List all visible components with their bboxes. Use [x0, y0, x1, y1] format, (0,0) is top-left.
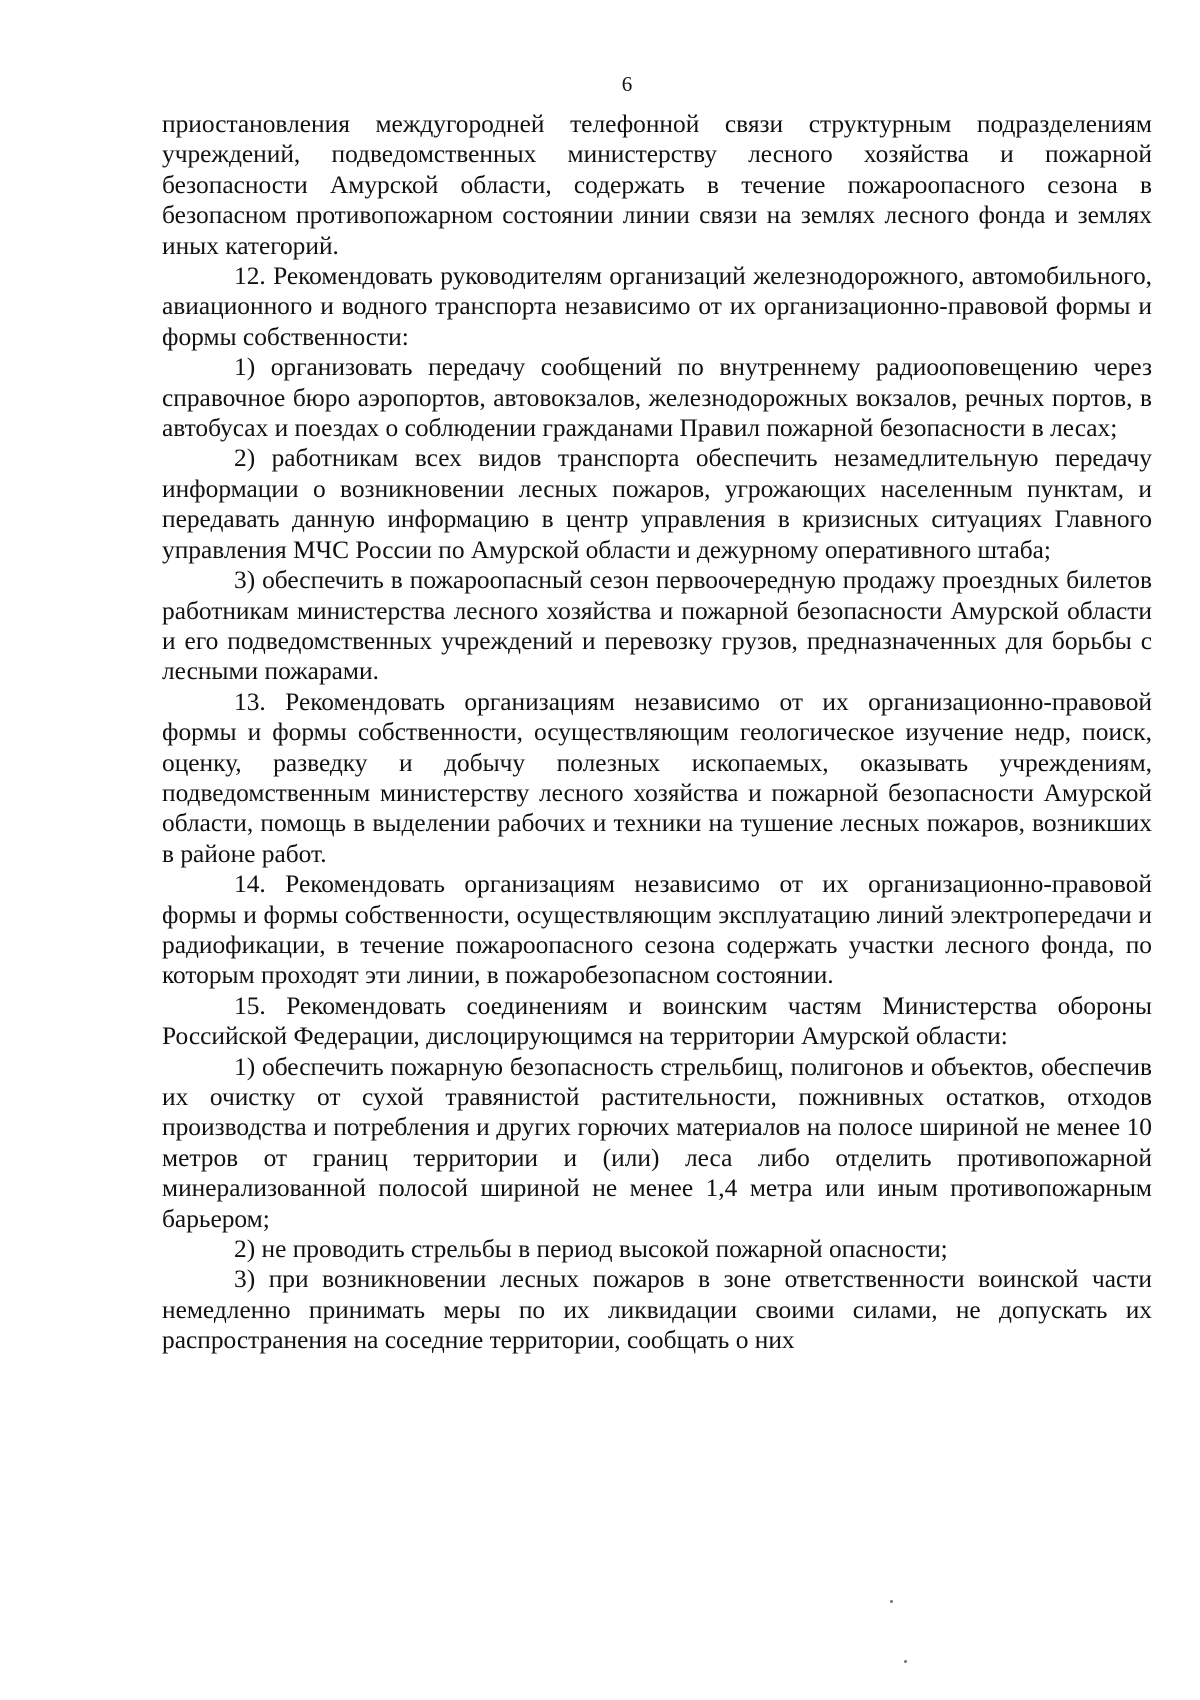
paragraph-item-12: 12. Рекомендовать руководителям организаций железнодорожного, автомобильного, авиационного и водного транспорта независимо от их организационно-правовой формы и формы собственности: — [162, 262, 1152, 351]
paragraph-item-15-1: 1) обеспечить пожарную безопасность стрельбищ, полигонов и объектов, обеспечив их очистку от сухой травянистой растительности, пожнивных остатков, отходов производства и потребления и других горючих материалов на полосе шириной не менее 10 метров от границ территории и (или) леса либо отделить противопожарной минерализованной полосой шириной не менее 1,4 метра или иным противопожарным барьером; — [162, 1052, 1152, 1233]
paragraph-item-12-1: 1) организовать передачу сообщений по внутреннему радиооповещению через справочное бюро аэропортов, автовокзалов, железнодорожных вокзалов, речных портов, в автобусах и поездах о соблюдении гражданами Правил пожарной безопасности в лесах; — [162, 353, 1152, 443]
paragraph-continuation: приостановления междугородней телефонной связи структурным подразделениям учреждений, подведомственных министерству лесного хозяйства и пожарной безопасности Амурской области, содержать в течение пожароопасного сезона в безопасном противопожарном состоянии линии связи на землях лесного фонда и землях иных категорий. — [162, 110, 1152, 260]
scan-speck — [904, 1660, 907, 1663]
paragraph-item-15-2: 2) не проводить стрельбы в период высокой пожарной опасности; — [234, 1235, 948, 1264]
paragraph-item-12-3: 3) обеспечить в пожароопасный сезон первоочередную продажу проездных билетов работникам министерства лесного хозяйства и пожарной безопасности Амурской области и его подведомственных учреждений и перевозку грузов, предназначенных для борьбы с лесными пожарами. — [162, 566, 1152, 686]
paragraph-item-14: 14. Рекомендовать организациям независимо от их организационно-правовой формы и формы собственности, осуществляющим эксплуатацию линий электропередачи и радиофикации, в течение пожароопасного сезона содержать участки лесного фонда, по которым проходят эти линии, в пожаробезопасном состоянии. — [162, 870, 1152, 990]
paragraph-item-15: 15. Рекомендовать соединениям и воинским частям Министерства обороны Российской Федерации, дислоцирующимся на территории Амурской области: — [162, 991, 1152, 1051]
scan-speck — [890, 1600, 893, 1603]
paragraph-item-13: 13. Рекомендовать организациям независимо от их организационно-правовой формы и формы собственности, осуществляющим геологическое изучение недр, поиск, оценку, разведку и добычу полезных ископаемых, оказывать учреждениям, подведомственным министерству лесного хозяйства и пожарной безопасности Амурской области, помощь в выделении рабочих и техники на тушение лесных пожаров, возникших в районе работ. — [162, 687, 1152, 868]
paragraph-item-15-3: 3) при возникновении лесных пожаров в зоне ответственности воинской части немедленно принимать меры по их ликвидации своими силами, не допускать их распространения на соседние территории, сообщать о них — [162, 1265, 1152, 1355]
paragraph-item-12-2: 2) работникам всех видов транспорта обеспечить незамедлительную передачу информации о возникновении лесных пожаров, угрожающих населенным пунктам, и передавать данную информацию в центр управления в кризисных ситуациях Главного управления МЧС России по Амурской области и дежурному оперативного штаба; — [162, 444, 1152, 564]
page-number: 6 — [621, 72, 633, 96]
